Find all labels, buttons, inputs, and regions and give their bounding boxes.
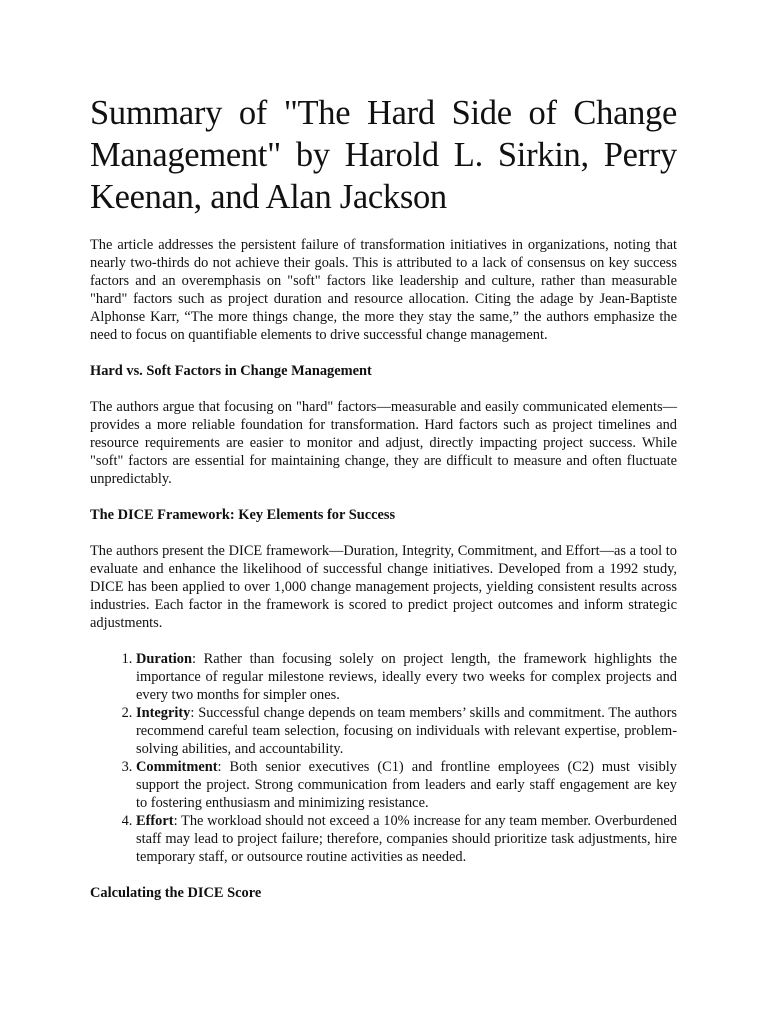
dice-framework-paragraph: The authors present the DICE framework—Duration, Integrity, Commitment, and Effort—as a tool to evaluate and enhance the likelihood of successful change initiatives. Developed from a 1992 study, DICE has been applied to over 1,000 change management projects, yielding consistent results across industries. Each factor in the framework is scored to predict project outcomes and inform strategic adjustments. [90, 543, 677, 631]
list-item-text: : The workload should not exceed a 10% increase for any team member. Overburdened staff may lead to project failure; therefore, companies should prioritize task adjustments, hire temporary staff, or outsource routine activities as needed. [136, 813, 677, 865]
list-item-term: Commitment [136, 759, 218, 775]
list-item-text: : Rather than focusing solely on project length, the framework highlights the importance of regular milestone reviews, ideally every two weeks for complex projects and every two months for simpler ones. [136, 651, 677, 703]
intro-paragraph: The article addresses the persistent failure of transformation initiatives in organizations, noting that nearly two-thirds do not achieve their goals. This is attributed to a lack of consensus on key success factors and an overemphasis on "soft" factors like leadership and culture, rather than measurable "hard" factors such as project duration and resource allocation. Citing the adage by Jean-Baptiste Alphonse Karr, “The more things change, the more they stay the same,” the authors emphasize the need to focus on quantifiable elements to drive successful change management. [90, 237, 677, 343]
hard-vs-soft-paragraph: The authors argue that focusing on "hard" factors—measurable and easily communicated elements—provides a more reliable foundation for transformation. Hard factors such as project timelines and resource requirements are easier to monitor and adjust, directly impacting project success. While "soft" factors are essential for maintaining change, they are difficult to measure and often fluctuate unpredictably. [90, 399, 677, 487]
section-heading-hard-vs-soft: Hard vs. Soft Factors in Change Management [90, 363, 372, 379]
list-item-text: : Successful change depends on team members’ skills and commitment. The authors recommend careful team selection, focusing on individuals with relevant expertise, problem-solving abilities, and accountability. [136, 705, 677, 757]
document-page [90, 92, 677, 920]
list-item-commitment [136, 758, 677, 812]
list-item-integrity [136, 704, 677, 758]
dice-factor-list [90, 650, 677, 866]
document-title: Summary of "The Hard Side of Change Management" by Harold L. Sirkin, Perry Keenan, and Alan Jackson [90, 94, 677, 216]
section-heading-dice-framework: The DICE Framework: Key Elements for Success [90, 507, 396, 523]
section-heading-dice-score: Calculating the DICE Score [90, 885, 262, 901]
list-item-term: Effort [136, 813, 174, 829]
list-item-term: Duration [136, 651, 192, 667]
list-item-duration [136, 650, 677, 704]
list-item-text: : Both senior executives (C1) and frontline employees (C2) must visibly support the project. Strong communication from leaders and early staff engagement are key to fostering enthusiasm and minimizing resistance. [136, 759, 677, 811]
list-item-term: Integrity [136, 705, 191, 721]
list-item-effort [136, 812, 677, 866]
